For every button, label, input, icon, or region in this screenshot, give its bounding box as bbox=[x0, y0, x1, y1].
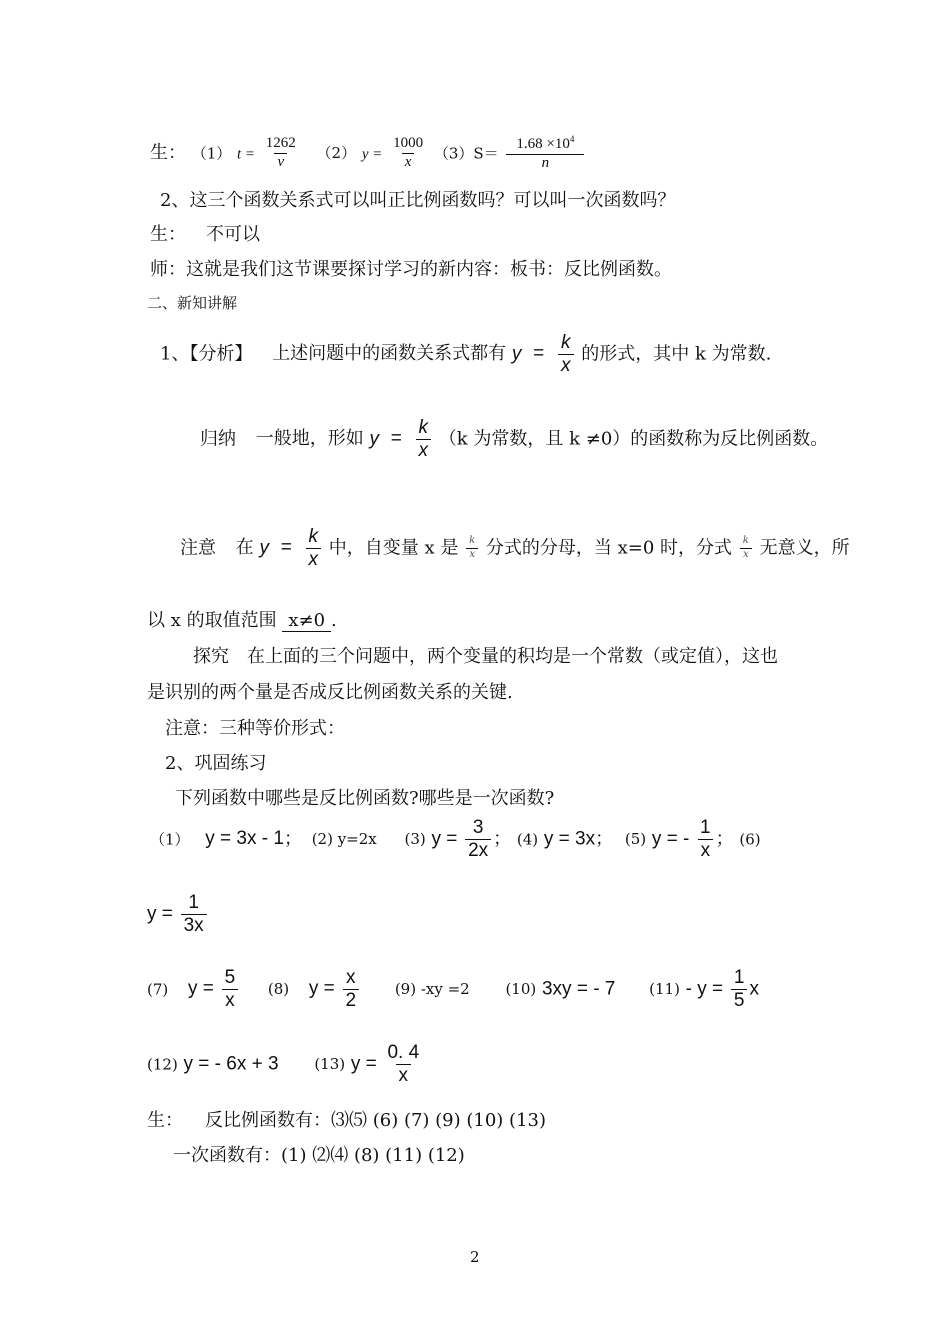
item-number: （2） bbox=[316, 144, 357, 163]
formula-lhs: t = bbox=[237, 146, 256, 163]
line-question-2: 2、这三个函数关系式可以叫正比例函数吗？可以叫一次函数吗？ bbox=[160, 190, 676, 211]
line-domain: 以 x 的取值范围 x≠0 . bbox=[147, 610, 337, 631]
line-equiv: 注意：三种等价形式： bbox=[165, 718, 345, 739]
equation: (2) y=2x bbox=[311, 830, 377, 849]
line-practice-question: 下列函数中哪些是反比例函数?哪些是一次函数? bbox=[175, 788, 555, 809]
equation: y = 3x bbox=[543, 828, 596, 850]
fraction: $\frac{1}{x}$ bbox=[697, 818, 714, 861]
fraction: $\frac{1}{5}$ bbox=[731, 968, 748, 1011]
small-fraction: $\frac{k}{x}$ bbox=[466, 536, 478, 560]
line-answer-linear: 一次函数有：(1) ⑵⑷ (8) (11) (12) bbox=[173, 1145, 465, 1166]
formula-lhs: y = bbox=[361, 146, 383, 163]
fraction: $\frac{1}{3x}$ bbox=[181, 893, 207, 936]
fraction: $\frac{x}{2}$ bbox=[343, 968, 360, 1011]
equation: 3xy = - 7 bbox=[541, 978, 616, 1000]
fraction-s: $\frac{1.68 \times 10^4}{n}$ bbox=[506, 135, 584, 172]
speaker-label: 生： bbox=[150, 142, 186, 164]
line-explore: 探究 在上面的三个问题中，两个变量的积均是一个常数（或定值），这也 bbox=[193, 646, 778, 667]
line-answers-1 bbox=[150, 135, 586, 172]
item-number: （3）S＝ bbox=[433, 144, 499, 163]
equation: y = 3x - 1 bbox=[205, 828, 284, 850]
line-explore-cont: 是识别的两个量是否成反比例函数关系的关键. bbox=[147, 682, 513, 703]
line-student-answer: 生： 不可以 bbox=[150, 224, 260, 245]
line-induction: 归纳 一般地，形如 y = $\frac{k}{x}$ （k 为常数，且 k ≠0）的函数称为反比例函数。 bbox=[200, 417, 829, 461]
small-fraction: $\frac{k}{x}$ bbox=[740, 536, 752, 560]
fraction: $\frac{0. 4}{x}$ bbox=[387, 1042, 420, 1086]
section-heading: 二、新知讲解 bbox=[147, 294, 238, 312]
fraction-k-x: $\frac{k}{x}$ bbox=[306, 527, 322, 570]
line-analysis: 1、【分析】 上述问题中的函数关系式都有 y = $\frac{k}{x}$ 的形式，其中 k 为常数. bbox=[160, 332, 772, 376]
fraction-k-x: $\frac{k}{x}$ bbox=[416, 418, 432, 461]
fraction: $\frac{5}{x}$ bbox=[222, 968, 239, 1011]
item-number: （1） bbox=[191, 144, 232, 163]
blank-answer: x≠0 bbox=[282, 610, 331, 632]
line-note: 注意 在 y = $\frac{k}{x}$ 中，自变量 x 是 $\frac{k}{x}$ 分式的分母，当 x=0 时，分式 $\frac{k}{x}$ 无意义，所 bbox=[180, 526, 850, 570]
fraction-t: $\frac{1262}{v}$ bbox=[265, 135, 296, 170]
line-answer-inverse: 生： 反比例函数有：⑶⑸ (6) (7) (9) (10) (13) bbox=[147, 1110, 546, 1131]
equation: y = - 6x + 3 bbox=[183, 1053, 279, 1075]
page-number: 2 bbox=[470, 1248, 480, 1266]
fraction: $\frac{3}{2x}$ bbox=[465, 818, 491, 861]
equation: (9) -xy =2 bbox=[394, 980, 470, 999]
line-practice-heading: 2、巩固练习 bbox=[165, 753, 267, 774]
fraction-y: $\frac{1000}{x}$ bbox=[393, 135, 424, 170]
line-teacher: 师：这就是我们这节课要探讨学习的新内容：板书：反比例函数。 bbox=[150, 259, 672, 280]
practice-row-3: (12) y = - 6x + 3 (13) y = $\frac{0. 4}{x}$ bbox=[147, 1043, 424, 1086]
practice-row-1: （1） y = 3x - 1； (2) y=2x (3) y = $\frac{3}{2x}$ ； (4) y = 3x； (5) y = - $\frac{1}{x}$ ； (6) bbox=[150, 817, 761, 861]
practice-row-2: (7) y = $\frac{5}{x}$ (8) y = $\frac{x}{2}$ (9) -xy =2 (10) 3xy = - 7 (11) - y = $\frac{1}{5}$ x bbox=[147, 967, 759, 1011]
fraction-k-x: $\frac{k}{x}$ bbox=[558, 333, 574, 376]
practice-row-1b: y = $\frac{1}{3x}$ bbox=[147, 893, 209, 936]
